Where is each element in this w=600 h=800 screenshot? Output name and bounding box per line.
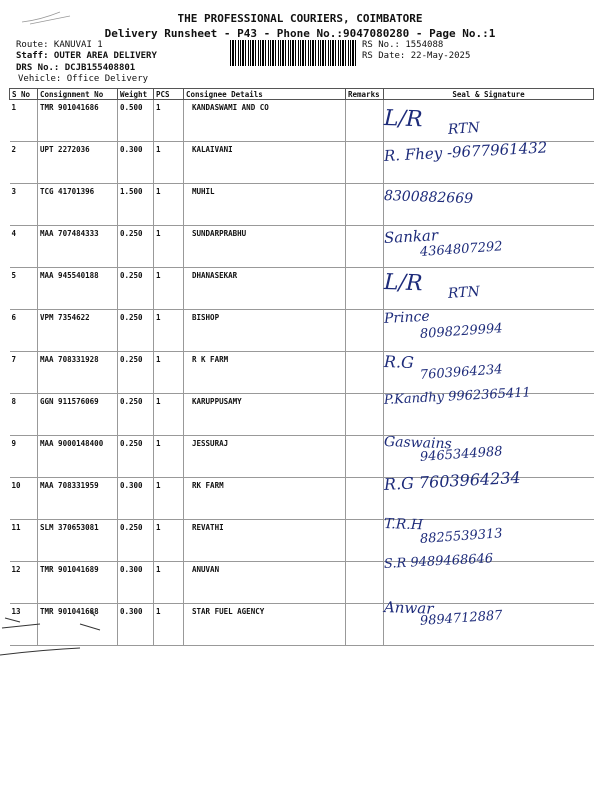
cell-consignment: MAA 708331928 bbox=[38, 352, 118, 394]
cell-pcs: 1 bbox=[154, 352, 184, 394]
cell-pcs: 1 bbox=[154, 226, 184, 268]
cell-consignee: STAR FUEL AGENCY bbox=[184, 604, 346, 646]
table-row bbox=[10, 310, 594, 352]
signature-primary: Gaswains bbox=[383, 434, 452, 453]
cell-pcs: 1 bbox=[154, 184, 184, 226]
runsheet-table bbox=[9, 88, 594, 646]
cell-remarks bbox=[346, 310, 384, 352]
cell-consignee: RK FARM bbox=[184, 478, 346, 520]
cell-pcs: 1 bbox=[154, 394, 184, 436]
top-scribble bbox=[20, 8, 80, 28]
cell-remarks bbox=[346, 478, 384, 520]
cell-weight: 0.300 bbox=[118, 478, 154, 520]
cell-consignee: REVATHI bbox=[184, 520, 346, 562]
cell-pcs: 1 bbox=[154, 436, 184, 478]
col-sno: S No bbox=[10, 89, 38, 100]
cell-consignment: VPM 7354622 bbox=[38, 310, 118, 352]
cell-sno: 9 bbox=[10, 436, 38, 478]
table-row bbox=[10, 268, 594, 310]
signature-secondary: 8825539313 bbox=[419, 526, 504, 547]
cell-consignee: KALAIVANI bbox=[184, 142, 346, 184]
cell-sno: 8 bbox=[10, 394, 38, 436]
cell-weight: 0.300 bbox=[118, 604, 154, 646]
cell-weight: 0.500 bbox=[118, 100, 154, 142]
cell-remarks bbox=[346, 604, 384, 646]
cell-consignment: TMR 901041686 bbox=[38, 100, 118, 142]
rs-date: RS Date: 22-May-2025 bbox=[362, 51, 471, 61]
col-pcs: PCS bbox=[154, 89, 184, 100]
runsheet-subtitle: Delivery Runsheet - P43 - Phone No.:9047080280 - Page No.:1 bbox=[104, 27, 496, 40]
cell-remarks bbox=[346, 352, 384, 394]
signature-primary: L/R bbox=[383, 270, 424, 297]
cell-remarks bbox=[346, 226, 384, 268]
cell-consignee: SUNDARPRABHU bbox=[184, 226, 346, 268]
cell-consignment: GGN 911576069 bbox=[38, 394, 118, 436]
cell-consignment: SLM 370653081 bbox=[38, 520, 118, 562]
cell-sno: 5 bbox=[10, 268, 38, 310]
col-consignee: Consignee Details bbox=[184, 89, 346, 100]
cell-consignment: MAA 708331959 bbox=[38, 478, 118, 520]
signature-secondary: 8098229994 bbox=[419, 321, 504, 342]
cell-sno: 4 bbox=[10, 226, 38, 268]
cell-weight: 1.500 bbox=[118, 184, 154, 226]
staff-label: Staff: OUTER AREA DELIVERY bbox=[16, 51, 157, 61]
cell-weight: 0.250 bbox=[118, 436, 154, 478]
cell-pcs: 1 bbox=[154, 562, 184, 604]
table-row bbox=[10, 226, 594, 268]
cell-weight: 0.250 bbox=[118, 310, 154, 352]
cell-remarks bbox=[346, 394, 384, 436]
cell-remarks bbox=[346, 436, 384, 478]
cell-pcs: 1 bbox=[154, 604, 184, 646]
col-weight: Weight bbox=[118, 89, 154, 100]
cell-sno: 1 bbox=[10, 100, 38, 142]
signature-primary: Anwar bbox=[383, 598, 434, 618]
vehicle-label: Vehicle: Office Delivery bbox=[18, 74, 149, 84]
cell-consignment: TCG 41701396 bbox=[38, 184, 118, 226]
signature-primary: Prince bbox=[383, 308, 431, 327]
cell-pcs: 1 bbox=[154, 142, 184, 184]
signature-primary: S.R 9489468646 bbox=[383, 551, 494, 572]
cell-weight: 0.300 bbox=[118, 142, 154, 184]
table-row bbox=[10, 520, 594, 562]
cell-sno: 6 bbox=[10, 310, 38, 352]
table-row bbox=[10, 100, 594, 142]
table-header-row bbox=[10, 89, 594, 100]
signature-primary: T.R.H bbox=[383, 516, 424, 534]
signature-secondary: 7603964234 bbox=[419, 362, 504, 383]
cell-remarks bbox=[346, 184, 384, 226]
cell-consignment: MAA 707484333 bbox=[38, 226, 118, 268]
cell-sno: 10 bbox=[10, 478, 38, 520]
signature-primary: 8300882669 bbox=[383, 188, 474, 208]
cell-pcs: 1 bbox=[154, 310, 184, 352]
cell-consignee: KANDASWAMI AND CO bbox=[184, 100, 346, 142]
cell-sno: 7 bbox=[10, 352, 38, 394]
cell-weight: 0.250 bbox=[118, 352, 154, 394]
signature-primary: R.G bbox=[383, 352, 415, 373]
cell-weight: 0.300 bbox=[118, 562, 154, 604]
margin-scribble bbox=[0, 600, 200, 680]
cell-remarks bbox=[346, 100, 384, 142]
cell-weight: 0.250 bbox=[118, 394, 154, 436]
cell-consignment: MAA 945540188 bbox=[38, 268, 118, 310]
cell-sno: 11 bbox=[10, 520, 38, 562]
cell-weight: 0.250 bbox=[118, 520, 154, 562]
cell-consignee: BISHOP bbox=[184, 310, 346, 352]
cell-weight: 0.250 bbox=[118, 268, 154, 310]
signature-primary: P.Kandhy 9962365411 bbox=[383, 385, 532, 408]
cell-consignee: R K FARM bbox=[184, 352, 346, 394]
table-row bbox=[10, 184, 594, 226]
table-row bbox=[10, 562, 594, 604]
drs-label: DRS No.: DCJB155408801 bbox=[16, 63, 136, 73]
cell-pcs: 1 bbox=[154, 520, 184, 562]
cell-consignee: KARUPPUSAMY bbox=[184, 394, 346, 436]
signature-primary: Sankar bbox=[383, 226, 439, 247]
route-label: Route: KANUVAI 1 bbox=[16, 40, 103, 50]
signature-secondary: 9894712887 bbox=[419, 608, 504, 629]
barcode bbox=[230, 40, 358, 66]
cell-sno: 2 bbox=[10, 142, 38, 184]
col-consignment: Consignment No bbox=[38, 89, 118, 100]
cell-sno: 12 bbox=[10, 562, 38, 604]
cell-pcs: 1 bbox=[154, 100, 184, 142]
cell-pcs: 1 bbox=[154, 268, 184, 310]
signature-primary: L/R bbox=[383, 106, 424, 133]
cell-sno: 13 bbox=[10, 604, 38, 646]
cell-consignee: DHANASEKAR bbox=[184, 268, 346, 310]
cell-remarks bbox=[346, 520, 384, 562]
cell-consignee: ANUVAN bbox=[184, 562, 346, 604]
col-remarks: Remarks bbox=[346, 89, 384, 100]
signature-secondary: 4364807292 bbox=[419, 239, 504, 260]
cell-consignment: TMR 901041689 bbox=[38, 562, 118, 604]
cell-consignment: UPT 2272036 bbox=[38, 142, 118, 184]
cell-remarks bbox=[346, 142, 384, 184]
cell-remarks bbox=[346, 268, 384, 310]
signature-primary: R.G 7603964234 bbox=[383, 467, 522, 494]
cell-sno: 3 bbox=[10, 184, 38, 226]
signature-secondary: RTN bbox=[447, 283, 481, 302]
cell-consignment: MAA 9000148400 bbox=[38, 436, 118, 478]
company-title: THE PROFESSIONAL COURIERS, COIMBATORE bbox=[177, 12, 423, 25]
cell-consignment: TMR 901041688 bbox=[38, 604, 118, 646]
signature-primary: R. Fhey -9677961432 bbox=[383, 138, 548, 165]
cell-remarks bbox=[346, 562, 384, 604]
signature-secondary: RTN bbox=[447, 119, 481, 138]
cell-consignee: JESSURAJ bbox=[184, 436, 346, 478]
col-signature: Seal & Signature bbox=[384, 89, 594, 100]
rs-number: RS No.: 1554088 bbox=[362, 40, 444, 50]
signature-secondary: 9465344988 bbox=[419, 444, 504, 465]
cell-consignee: MUHIL bbox=[184, 184, 346, 226]
cell-weight: 0.250 bbox=[118, 226, 154, 268]
cell-pcs: 1 bbox=[154, 478, 184, 520]
